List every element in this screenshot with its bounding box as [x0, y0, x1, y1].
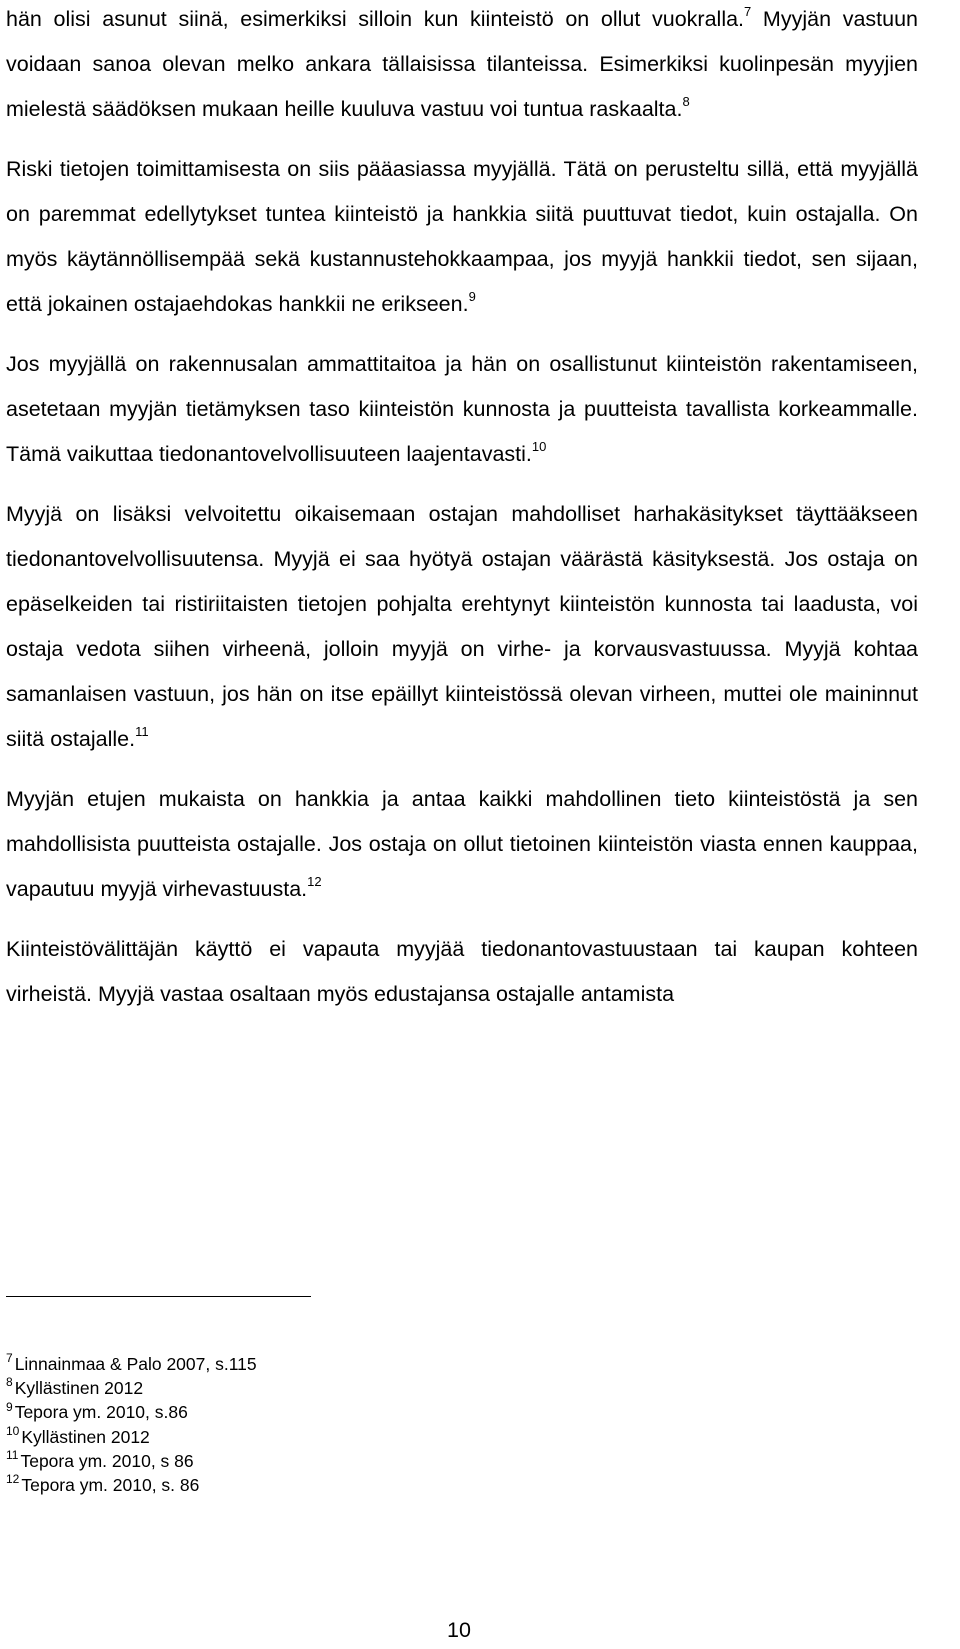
- footnotes: [6, 1352, 606, 1497]
- paragraph: [6, 777, 918, 912]
- paragraph-text: Myyjä on lisäksi velvoitettu oikaisemaan ostajan mahdolliset harhakäsitykset täyttääkseen tiedonantovelvollisuutensa. Myyjä ei saa hyötyä ostajan väärästä käsityksestä. Jos ostaja on epäselkeiden tai ristiriitaisten tietojen pohjalta erehtynyt kiinteistön kunnosta tai laadusta, voi ostaja vedota siihen virheenä, jolloin myyjä on virhe- ja korvausvastuussa. Myyjä kohtaa samanlaisen vastuun, jos hän on itse epäillyt kiinteistössä olevan virheen, muttei ole maininnut siitä ostajalle.: [6, 502, 918, 751]
- paragraph-text: hän olisi asunut siinä, esimerkiksi silloin kun kiinteistö on ollut vuokralla.: [6, 7, 745, 31]
- paragraph: [6, 342, 918, 477]
- paragraph-text: Riski tietojen toimittamisesta on siis pääasiassa myyjällä. Tätä on perusteltu sillä, että myyjällä on paremmat edellytykset tuntea kiinteistö ja hankkia siitä puuttuvat tiedot, kuin ostajalla. On myös käytännöllisempää sekä kustannustehokkaampaa, jos myyjä hankkii tiedot, sen sijaan, että jokainen ostajaehdokas hankkii ne erikseen.: [6, 157, 918, 316]
- footnote-reference: 12: [307, 873, 322, 889]
- footnote-text: Tepora ym. 2010, s. 86: [21, 1475, 200, 1496]
- paragraph: [6, 0, 918, 132]
- paragraph-text: Kiinteistövälittäjän käyttö ei vapauta myyjää tiedonantovastuustaan tai kaupan kohteen virheistä. Myyjä vastaa osaltaan myös edustajansa ostajalle antamista: [6, 937, 918, 1006]
- footnote-number: 7: [6, 1351, 13, 1366]
- footnote: [6, 1376, 606, 1400]
- footnote: [6, 1400, 606, 1424]
- paragraph: [6, 147, 918, 327]
- footnote-number: 12: [6, 1472, 20, 1487]
- body-text: [6, 0, 918, 1032]
- footnote-text: Linnainmaa & Palo 2007, s.115: [14, 1354, 257, 1374]
- paragraph-text: Myyjän etujen mukaista on hankkia ja antaa kaikki mahdollinen tieto kiinteistöstä ja sen mahdollisista puutteista ostajalle. Jos ostaja on ollut tietoinen kiinteistön viasta ennen kauppaa, vapautuu myyjä virhevastuusta.: [6, 787, 918, 901]
- footnote: [6, 1473, 606, 1497]
- paragraph-text: Myyjän vastuun voidaan sanoa olevan melko ankara tällaisissa tilanteissa. Esimerkiksi kuolinpesän myyjien mielestä säädöksen mukaan heille kuuluva vastuu voi tuntua raskaalta.: [6, 7, 918, 121]
- page-number: 10: [447, 1618, 471, 1642]
- footnote-reference: 7: [744, 3, 752, 19]
- footnote-number: 10: [6, 1423, 20, 1438]
- footnote: [6, 1425, 606, 1449]
- footnote-text: Kyllästinen 2012: [21, 1426, 150, 1447]
- footnote-text: Tepora ym. 2010, s.86: [14, 1402, 188, 1423]
- paragraph: [6, 927, 918, 1017]
- footnote-reference: 11: [135, 723, 149, 739]
- footnote-text: Kyllästinen 2012: [14, 1378, 144, 1399]
- footnote-reference: 10: [531, 438, 547, 454]
- footnote-reference: 8: [682, 93, 690, 109]
- footnote-separator: [6, 1296, 311, 1297]
- footnote-number: 11: [6, 1447, 19, 1462]
- footnote-number: 9: [6, 1399, 13, 1414]
- footnote-number: 8: [6, 1375, 13, 1390]
- footnote-reference: 9: [468, 288, 476, 304]
- footnote-text: Tepora ym. 2010, s 86: [20, 1450, 194, 1471]
- footnote: [6, 1352, 606, 1376]
- paragraph-text: Jos myyjällä on rakennusalan ammattitaitoa ja hän on osallistunut kiinteistön rakentamiseen, asetetaan myyjän tietämyksen taso kiinteistön kunnosta ja puutteista tavallista korkeammalle. Tämä vaikuttaa tiedonantovelvollisuuteen laajentavasti.: [6, 352, 918, 466]
- footnote: [6, 1449, 606, 1473]
- paragraph: [6, 492, 918, 762]
